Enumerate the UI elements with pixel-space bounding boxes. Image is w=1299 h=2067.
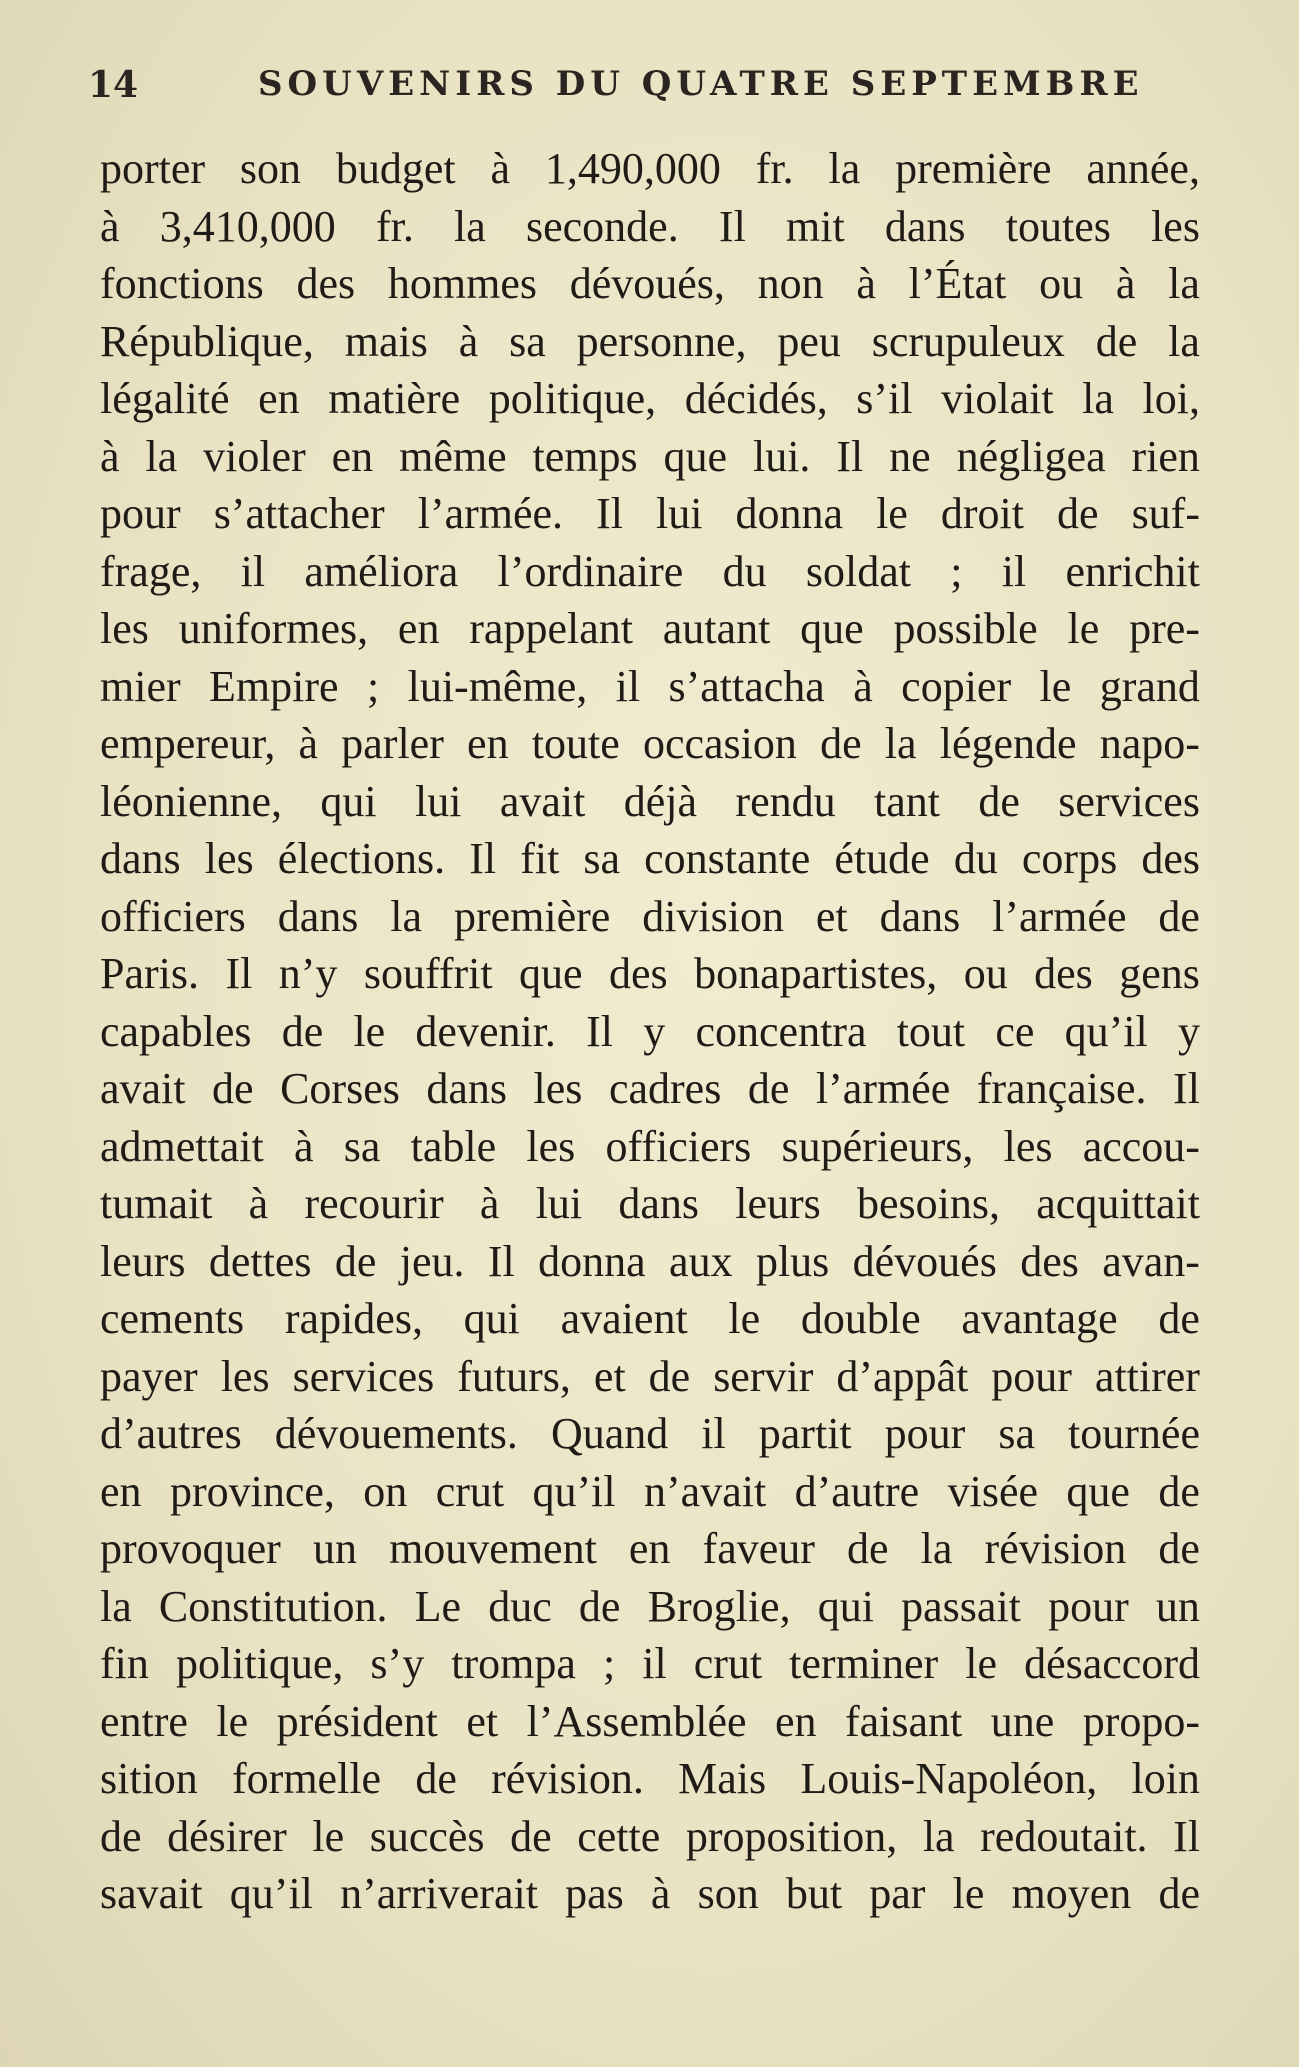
text-line: pour s’attacher l’armée. Il lui donna le droit de suf-: [100, 489, 1200, 538]
text-line: à 3,410,000 fr. la seconde. Il mit dans toutes les: [100, 201, 1200, 251]
running-head: [88, 58, 1218, 118]
text-line: tumait à recourir à lui dans leurs besoins, acquittait: [100, 1179, 1200, 1228]
text-line: à la violer en même temps que lui. Il ne négligea rien: [100, 431, 1200, 481]
text-line: cements rapides, qui avaient le double avantage de: [100, 1294, 1200, 1343]
text-line: savait qu’il n’arriverait pas à son but par le moyen de: [100, 1869, 1200, 1918]
text-line: mier Empire ; lui-même, il s’attacha à copier le grand: [100, 661, 1200, 711]
text-line: leurs dettes de jeu. Il donna aux plus dévoués des avan-: [100, 1236, 1200, 1286]
text-line: empereur, à parler en toute occasion de la légende napo-: [100, 719, 1200, 768]
text-line: fonctions des hommes dévoués, non à l’État ou à la: [100, 259, 1200, 308]
text-line: frage, il améliora l’ordinaire du soldat ; il enrichit: [100, 546, 1200, 596]
text-line: provoquer un mouvement en faveur de la révision de: [100, 1524, 1200, 1573]
text-line: en province, on crut qu’il n’avait d’autre visée que de: [100, 1466, 1200, 1516]
text-line: porter son budget à 1,490,000 fr. la première année,: [100, 144, 1200, 193]
text-line: entre le président et l’Assemblée en faisant une propo-: [100, 1696, 1200, 1746]
text-line: fin politique, s’y trompa ; il crut terminer le désaccord: [100, 1639, 1200, 1688]
text-line: Paris. Il n’y souffrit que des bonapartistes, ou des gens: [100, 949, 1200, 998]
body-text: [100, 140, 1200, 1923]
text-line: payer les services futurs, et de servir d’appât pour attirer: [100, 1351, 1200, 1401]
text-line: capables de le devenir. Il y concentra tout ce qu’il y: [100, 1006, 1200, 1056]
text-line: avait de Corses dans les cadres de l’armée française. Il: [100, 1064, 1200, 1113]
text-line: admettait à sa table les officiers supérieurs, les accou-: [100, 1121, 1200, 1171]
text-line: sition formelle de révision. Mais Louis-Napoléon, loin: [100, 1754, 1200, 1803]
text-line: légalité en matière politique, décidés, s’il violait la loi,: [100, 374, 1200, 423]
text-line: d’autres dévouements. Quand il partit pour sa tournée: [100, 1409, 1200, 1458]
text-line: officiers dans la première division et dans l’armée de: [100, 891, 1200, 941]
text-line: les uniformes, en rappelant autant que possible le pre-: [100, 604, 1200, 653]
text-line: dans les élections. Il fit sa constante étude du corps des: [100, 834, 1200, 883]
text-line: léonienne, qui lui avait déjà rendu tant de services: [100, 776, 1200, 826]
text-line: la Constitution. Le duc de Broglie, qui passait pour un: [100, 1581, 1200, 1631]
page-number: 14: [88, 64, 139, 106]
text-line: République, mais à sa personne, peu scrupuleux de la: [100, 316, 1200, 366]
running-title: SOUVENIRS DU QUATRE SEPTEMBRE: [258, 64, 1144, 104]
text-line: de désirer le succès de cette proposition, la redoutait. Il: [100, 1811, 1200, 1861]
